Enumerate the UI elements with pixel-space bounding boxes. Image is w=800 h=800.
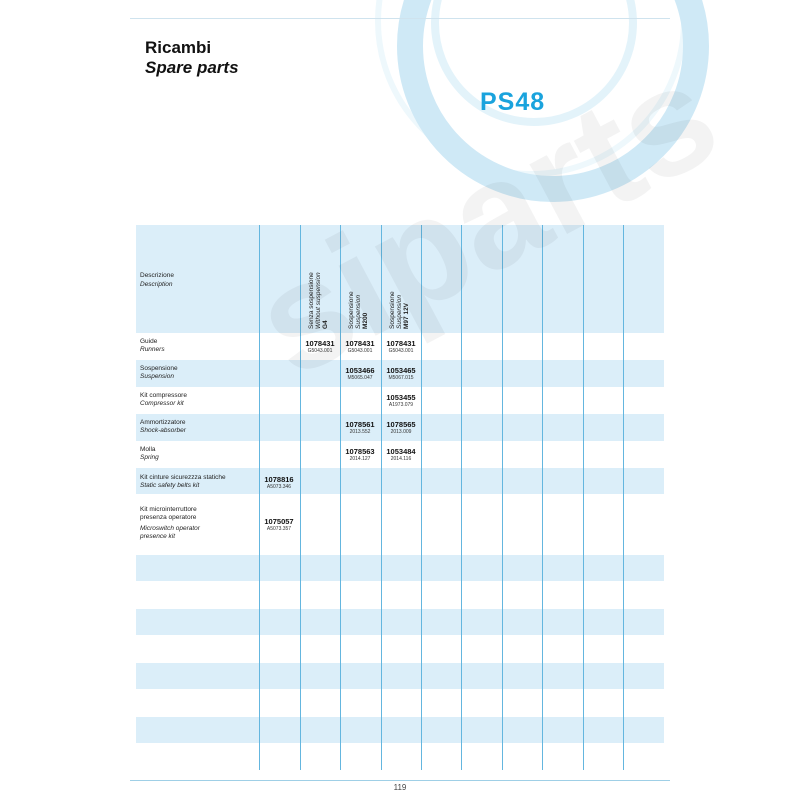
row-label-en: Static safety belts kit [140,482,200,489]
column-header-line: Without suspension [315,272,322,329]
row-band [136,609,664,635]
row-label-runners [140,338,165,354]
row-label-suspension [140,365,178,381]
model-name: PS48 [480,88,546,116]
part-code: A5073.357 [266,526,292,532]
row-label-it: Molla [140,446,156,453]
part-number: 1053465 [386,366,416,375]
part-cell [340,366,380,381]
part-code: M5067.015 [388,375,414,381]
part-code: M5065.047 [347,375,373,381]
row-label-shock-absorber [140,419,186,435]
column-header-line: Suspension [355,295,362,329]
part-number: 1078561 [345,420,375,429]
row-label-it: Kit microinterruttore [140,506,197,513]
column-header-line: Sospensione [389,291,396,329]
column-header-g4 [308,272,329,329]
part-code: 2014.127 [349,456,371,462]
row-label-safety-belts [140,474,226,490]
part-cell [340,447,380,462]
column-divider [542,225,543,770]
part-cell [381,393,421,408]
row-label-compressor [140,392,187,408]
row-band [136,663,664,689]
part-code: G5043.001 [347,348,373,354]
part-cell [340,339,380,354]
page-title: Ricambi [145,38,212,57]
row-label-it: Sospensione [140,365,178,372]
part-number: 1053466 [345,366,375,375]
spare-parts-table [136,225,664,770]
bottom-rule [130,780,670,781]
row-label-en: Suspension [140,373,174,380]
part-number: 1078431 [305,339,335,348]
row-label-spring [140,446,159,462]
row-band [136,717,664,743]
part-cell [381,366,421,381]
part-cell [259,475,299,490]
part-code: 2013.009 [390,429,412,435]
row-label-it: Ammortizzatore [140,419,186,426]
row-label-en: Runners [140,346,165,353]
row-label-microswitch [140,506,200,541]
column-divider [381,225,382,770]
part-cell [300,339,340,354]
part-cell [381,447,421,462]
part-cell [381,339,421,354]
top-rule [130,18,670,19]
part-cell [381,420,421,435]
part-code: A5073.346 [266,484,292,490]
part-number: 1078431 [386,339,416,348]
column-header-line: Suspension [396,295,403,329]
part-cell [340,420,380,435]
part-number: 1078816 [264,475,294,484]
column-header-code: M200 [362,312,369,329]
row-label-it: Guide [140,338,158,345]
part-number: 1053455 [386,393,416,402]
part-number: 1078431 [345,339,375,348]
row-label-en: Spring [140,454,159,461]
description-label-it: Descrizione [140,272,174,279]
part-number: 1078563 [345,447,375,456]
column-divider [340,225,341,770]
column-header-line: Sospensione [348,291,355,329]
part-cell [259,517,299,532]
row-label-it: Kit cinture sicurezzza statiche [140,474,226,481]
row-label-it: presenza operatore [140,514,197,521]
description-header [140,271,174,289]
column-divider [300,225,301,770]
row-band [136,555,664,581]
part-number: 1053484 [386,447,416,456]
column-header-code: M97 12V [403,302,410,329]
part-code: A1973.079 [388,402,414,408]
column-header-code: G4 [322,320,329,329]
column-divider [502,225,503,770]
column-divider [583,225,584,770]
row-label-it: Kit compressore [140,392,187,399]
part-code: G5043.001 [307,348,333,354]
main-ring [397,0,709,202]
row-label-en: Microswitch operator [140,525,200,532]
row-label-en: Shock-absorber [140,427,186,434]
column-divider [259,225,260,770]
row-label-en: Compressor kit [140,400,184,407]
page-subtitle: Spare parts [145,58,239,77]
column-header-m200 [348,291,369,329]
part-code: 2013.552 [349,429,371,435]
part-code: G5043.001 [388,348,414,354]
part-code: 2014.116 [390,456,412,462]
part-number: 1075057 [264,517,294,526]
column-divider [461,225,462,770]
column-header-m97 [389,291,410,329]
column-divider [623,225,624,770]
column-divider [421,225,422,770]
description-label-en: Description [140,281,173,288]
page-number: 119 [393,783,407,792]
part-number: 1078565 [386,420,416,429]
column-header-line: Senza sospensione [308,272,315,329]
row-label-en: presence kit [140,533,176,540]
